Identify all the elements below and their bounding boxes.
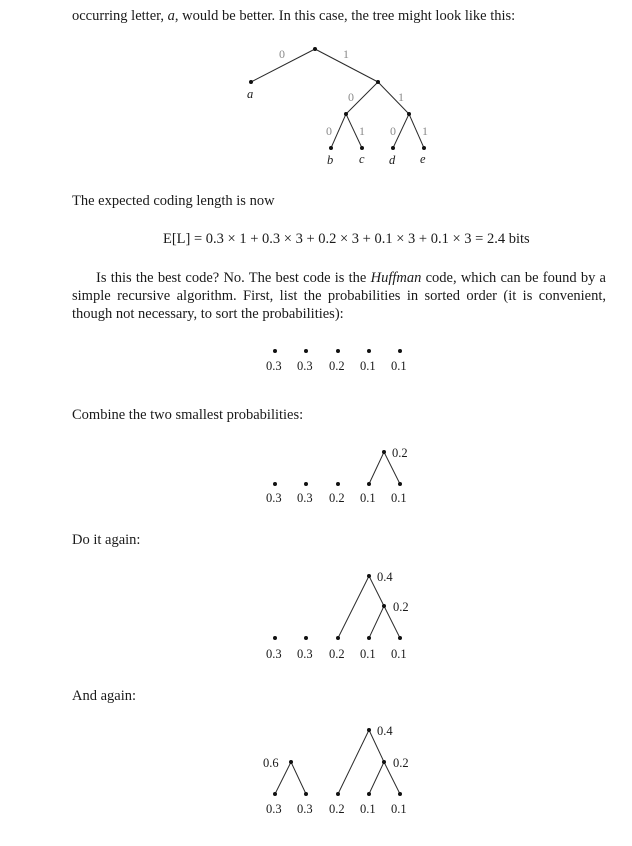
- merge-edge: [369, 762, 384, 794]
- prob-label: 0.1: [360, 359, 376, 373]
- leaf-label: c: [359, 152, 365, 166]
- prob-node: [367, 636, 371, 640]
- merged-node: [382, 604, 386, 608]
- leaf-label: a: [247, 87, 254, 101]
- prob-node: [304, 636, 308, 640]
- prob-node: [336, 636, 340, 640]
- tree-node: [422, 146, 426, 150]
- merged-label: 0.6: [263, 756, 279, 770]
- tree-node: [391, 146, 395, 150]
- step-caption: And again:: [72, 688, 137, 704]
- prob-node: [398, 792, 402, 796]
- edge-bit-label: 1: [398, 90, 404, 104]
- prob-label: 0.2: [329, 359, 345, 373]
- prob-label: 0.3: [297, 647, 313, 661]
- prob-node: [273, 792, 277, 796]
- tree-edge: [378, 82, 409, 114]
- prob-label: 0.3: [266, 802, 282, 816]
- edge-bit-label: 1: [422, 124, 428, 138]
- merged-node: [289, 760, 293, 764]
- merge-edge: [338, 730, 369, 794]
- prob-node: [336, 349, 340, 353]
- leaf-label: b: [327, 153, 334, 167]
- prob-label: 0.1: [360, 647, 376, 661]
- tree-node: [313, 47, 317, 51]
- merged-label: 0.4: [377, 724, 393, 738]
- expected-length-intro: The expected coding length is now: [72, 193, 275, 209]
- prob-label: 0.3: [297, 491, 313, 505]
- prob-node: [367, 792, 371, 796]
- leaf-label: d: [389, 153, 396, 167]
- tree-node: [329, 146, 333, 150]
- edge-bit-label: 0: [279, 47, 285, 61]
- prob-node: [398, 482, 402, 486]
- prob-label: 0.3: [266, 491, 282, 505]
- prob-node: [304, 792, 308, 796]
- prob-label: 0.1: [360, 491, 376, 505]
- tree-node: [376, 80, 380, 84]
- prob-label: 0.3: [266, 647, 282, 661]
- huffman-step-3: [263, 724, 409, 816]
- prob-label: 0.1: [360, 802, 376, 816]
- merge-edge: [338, 576, 369, 638]
- prob-label: 0.3: [297, 359, 313, 373]
- edge-bit-label: 1: [343, 47, 349, 61]
- prob-label: 0.2: [329, 491, 345, 505]
- merged-node: [382, 450, 386, 454]
- prob-node: [367, 482, 371, 486]
- edge-bit-label: 0: [390, 124, 396, 138]
- prob-node: [398, 636, 402, 640]
- edge-bit-label: 0: [326, 124, 332, 138]
- coding-tree: [247, 47, 428, 167]
- prob-node: [273, 482, 277, 486]
- tree-node: [360, 146, 364, 150]
- prob-label: 0.1: [391, 802, 407, 816]
- huffman-step-1: [266, 446, 408, 505]
- merged-label: 0.2: [393, 756, 409, 770]
- prob-node: [304, 349, 308, 353]
- step-caption: Do it again:: [72, 532, 141, 548]
- prob-node: [336, 792, 340, 796]
- prob-node: [273, 349, 277, 353]
- prob-label: 0.1: [391, 491, 407, 505]
- prob-label: 0.3: [266, 359, 282, 373]
- best-code-paragraph: Is this the best code? No. The best code is the Huffman code, which can be found by a simple recursive algorithm. First, list the probabilities in sorted order (it is convenient, though not necessary, to sort the probabilities):: [72, 270, 606, 322]
- merge-edge: [369, 606, 384, 638]
- tree-edge: [331, 114, 346, 148]
- tree-node: [407, 112, 411, 116]
- huffman-step-2: [266, 570, 409, 661]
- prob-node: [367, 349, 371, 353]
- merged-node: [367, 574, 371, 578]
- step-caption: Combine the two smallest probabilities:: [72, 407, 304, 423]
- prob-node: [304, 482, 308, 486]
- expected-length-equation: E[L] = 0.3 × 1 + 0.3 × 3 + 0.2 × 3 + 0.1 × 3 + 0.1 × 3 = 2.4 bits: [163, 231, 530, 247]
- merged-label: 0.4: [377, 570, 393, 584]
- probability-list: [266, 349, 407, 373]
- tree-node: [249, 80, 253, 84]
- merge-edge: [291, 762, 306, 794]
- prob-node: [398, 349, 402, 353]
- prob-label: 0.2: [329, 802, 345, 816]
- edge-bit-label: 1: [359, 124, 365, 138]
- edge-bit-label: 0: [348, 90, 354, 104]
- prob-label: 0.1: [391, 359, 407, 373]
- prob-node: [273, 636, 277, 640]
- leaf-label: e: [420, 152, 426, 166]
- prob-node: [336, 482, 340, 486]
- merge-edge: [369, 452, 384, 484]
- prob-label: 0.1: [391, 647, 407, 661]
- prob-label: 0.2: [329, 647, 345, 661]
- tree-node: [344, 112, 348, 116]
- merged-label: 0.2: [393, 600, 409, 614]
- merged-node: [367, 728, 371, 732]
- merged-label: 0.2: [392, 446, 408, 460]
- merged-node: [382, 760, 386, 764]
- prob-label: 0.3: [297, 802, 313, 816]
- intro-line: occurring letter, a, would be better. In this case, the tree might look like this:: [72, 8, 516, 24]
